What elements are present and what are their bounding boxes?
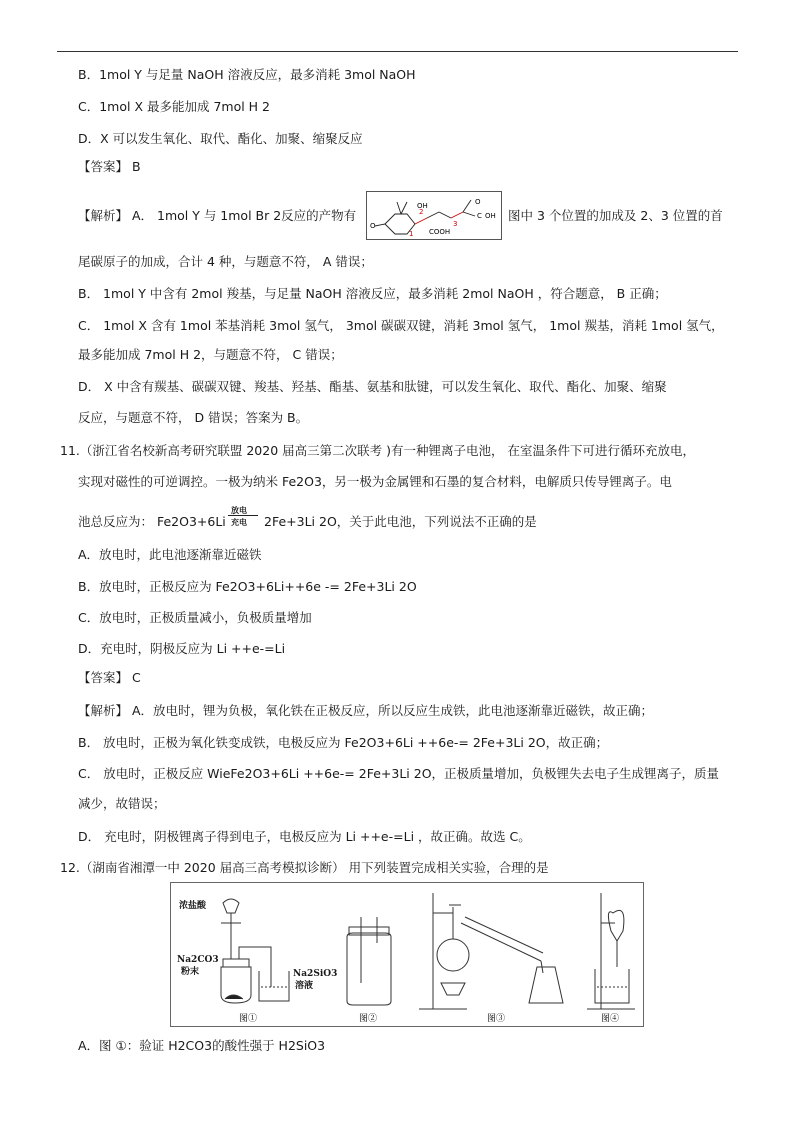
- q11-option-a: A．放电时，此电池逐渐靠近磁铁: [78, 547, 262, 562]
- caption-figure-2: 图②: [359, 1014, 378, 1024]
- acid-label: 浓盐酸: [179, 901, 207, 911]
- svg-text:OH: OH: [485, 212, 496, 220]
- answer-11: 【答案】 C: [78, 670, 141, 685]
- apparatus-drawing: [171, 883, 643, 1026]
- position-label-a: 1: [409, 230, 414, 238]
- structure-diagram: [366, 191, 502, 240]
- q11-explanation-a: 【解析】 A．放电时，锂为负极，氧化铁在正极反应，所以反应生成铁，此电池逐渐靠近磁铁，故正确；: [78, 703, 654, 718]
- question-11-stem-line1: 11.（浙江省名校新高考研究联盟 2020 届高三第二次联考 )有一种锂离子电池， 在室温条件下可进行循环充放电，: [60, 443, 695, 458]
- explanation-c-part2: 最多能加成 7mol H 2，与题意不符， C 错误；: [78, 347, 343, 362]
- carboxyl-label: COOH: [429, 228, 451, 236]
- carbonate-label-line1: Na2CO3: [177, 955, 219, 965]
- answer-10: 【答案】 B: [78, 159, 141, 174]
- q11-explanation-d: D． 充电时，阴极锂离子得到电子，电极反应为 Li ++e-=Li ，故正确。故选 C。: [78, 829, 531, 844]
- question-12-stem: 12.（湖南省湘潭一中 2020 届高三高考模拟诊断） 用下列装置完成相关实验，合理的是: [60, 860, 549, 875]
- explanation-d-part2: 反应，与题意不符， D 错误；答案为 B。: [78, 410, 309, 425]
- carbonate-label-line2: 粉末: [181, 967, 200, 977]
- position-label-b: 3: [453, 220, 458, 228]
- arrow-bar: [228, 515, 258, 516]
- option-d: D．X 可以发生氧化、取代、酯化、加聚、缩聚反应: [78, 131, 363, 146]
- svg-text:O: O: [370, 222, 376, 230]
- charge-label: 充电: [231, 518, 247, 527]
- explanation-a-part2: 图中 3 个位置的加成及 2、3 位置的首: [508, 208, 723, 223]
- explanation-d-part1: D． X 中含有羰基、碳碳双键、羧基、羟基、酯基、氨基和肽键，可以发生氧化、取代、酯化、加聚、缩聚: [78, 379, 667, 394]
- explanation-a-part1: 【解析】 A． 1mol Y 与 1mol Br 2反应的产物有: [78, 208, 357, 223]
- option-b: B．1mol Y 与足量 NaOH 溶液反应，最多消耗 3mol NaOH: [78, 67, 416, 82]
- caption-figure-4: 图④: [601, 1014, 620, 1024]
- hydroxyl-label: OH: [417, 202, 428, 210]
- caption-figure-1: 图①: [239, 1014, 258, 1024]
- svg-text:C: C: [477, 212, 482, 220]
- question-11-stem-line2: 实现对磁性的可逆调控。一极为纳米 Fe2O3，另一极为金属锂和石墨的复合材料，电解质只传导锂离子。电: [78, 474, 672, 489]
- apparatus-figure: [170, 882, 644, 1027]
- position-1-label: 2: [419, 208, 424, 216]
- q11-option-c: C．放电时，正极质量减小，负极质量增加: [78, 610, 312, 625]
- question-11-stem-line3b: 2Fe+3Li 2O，关于此电池，下列说法不正确的是: [264, 514, 537, 529]
- question-11-stem-line3a: 池总反应为： Fe2O3+6Li: [78, 514, 226, 529]
- header-rule: [57, 51, 738, 52]
- molecule-drawing: [367, 192, 501, 239]
- reversible-arrow: [228, 505, 258, 527]
- svg-text:O: O: [475, 198, 481, 206]
- explanation-a-part3: 尾碳原子的加成，合计 4 种，与题意不符， A 错误；: [78, 254, 373, 269]
- q11-explanation-c-line1: C． 放电时，正极反应 WieFe2O3+6Li ++6e-= 2Fe+3Li 2O，正极质量增加，负极锂失去电子生成锂离子，质量: [78, 766, 720, 781]
- silicate-label-line1: Na2SiO3: [293, 969, 338, 979]
- explanation-c-part1: C． 1mol X 含有 1mol 苯基消耗 3mol 氢气， 3mol 碳碳双键，消耗 3mol 氢气， 1mol 羰基，消耗 1mol 氢气，: [78, 318, 724, 333]
- explanation-b: B． 1mol Y 中含有 2mol 羧基，与足量 NaOH 溶液反应，最多消耗 2mol NaOH ，符合题意， B 正确；: [78, 286, 667, 301]
- discharge-label: 放电: [231, 506, 247, 515]
- caption-figure-3: 图③: [487, 1014, 506, 1024]
- q12-option-a: A．图 ①：验证 H2CO3的酸性强于 H2SiO3: [78, 1038, 326, 1053]
- q11-option-b: B．放电时，正极反应为 Fe2O3+6Li++6e -= 2Fe+3Li 2O: [78, 579, 417, 594]
- q11-explanation-b: B． 放电时，正极为氧化铁变成铁，电极反应为 Fe2O3+6Li ++6e-= 2Fe+3Li 2O，故正确；: [78, 735, 609, 750]
- option-c: C．1mol X 最多能加成 7mol H 2: [78, 99, 271, 114]
- silicate-label-line2: 溶液: [295, 981, 314, 991]
- q11-explanation-c-line2: 减少，故错误；: [78, 796, 166, 811]
- q11-option-d: D．充电时，阴极反应为 Li ++e-=Li: [78, 641, 286, 656]
